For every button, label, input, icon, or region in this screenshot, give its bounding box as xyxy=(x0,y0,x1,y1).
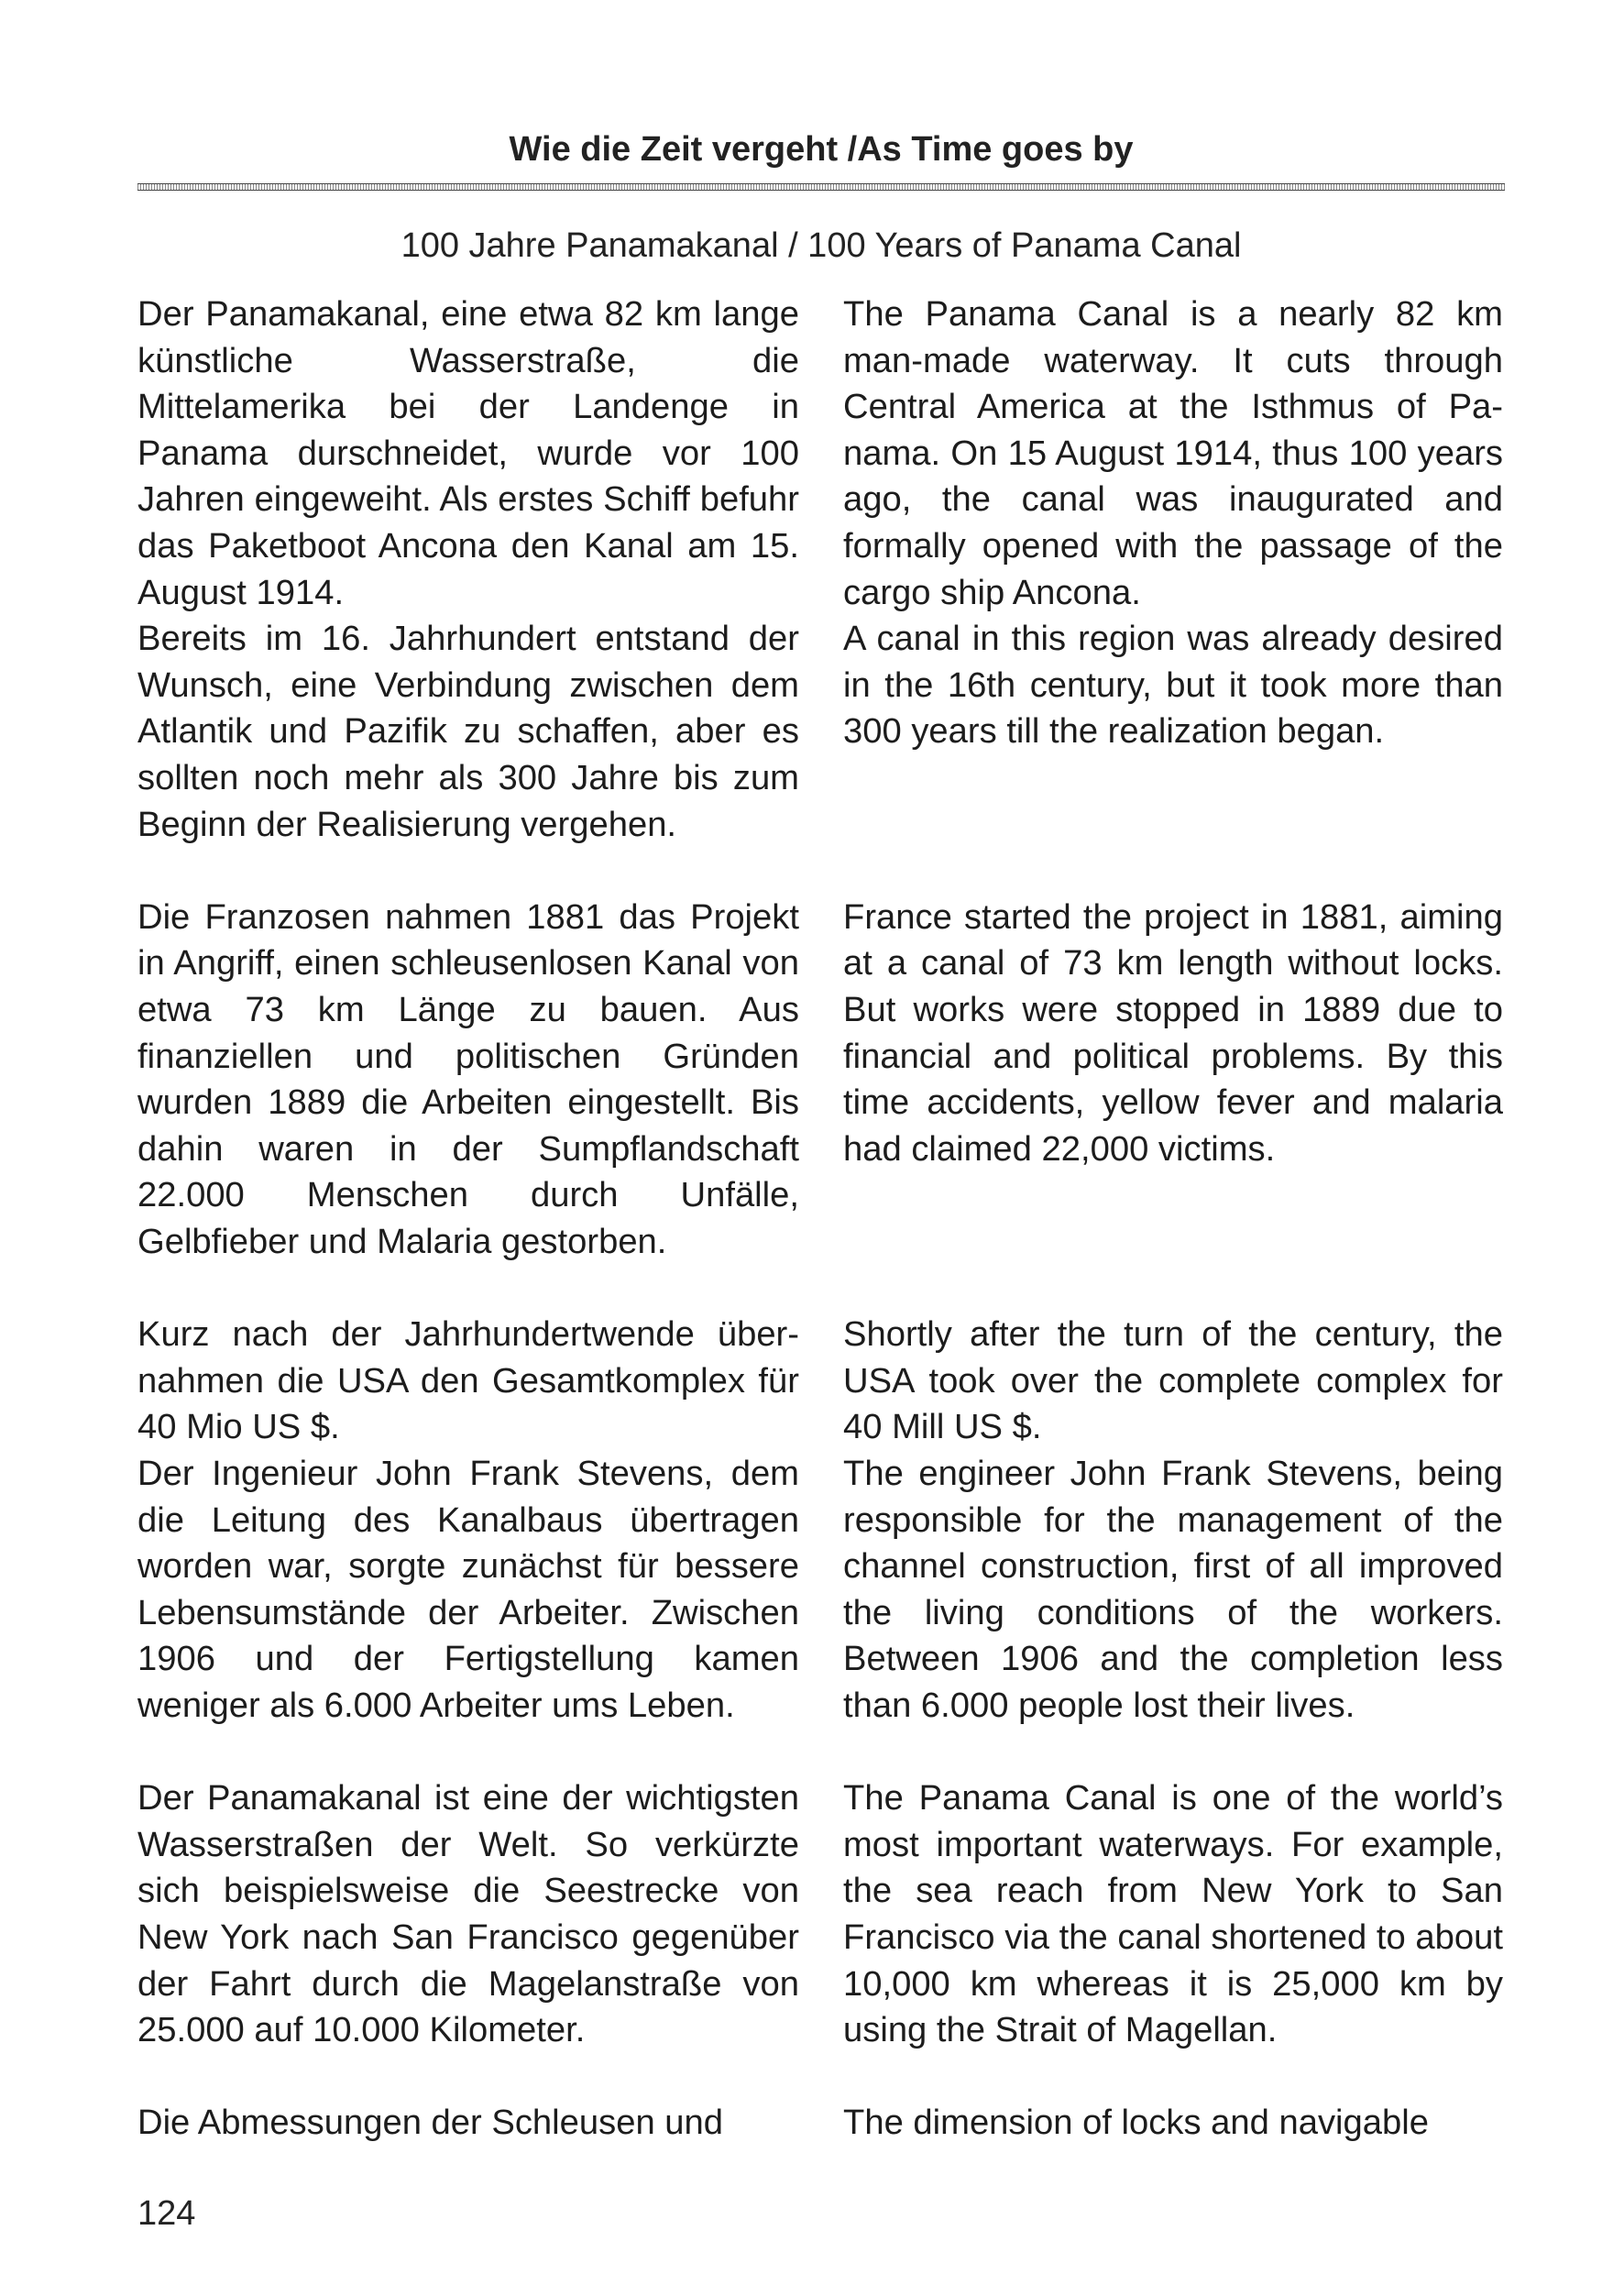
german-paragraph: Der Panamakanal, eine etwa 82 km lange künstliche Wasserstraße, die Mittelamerika bei der Landenge in Panama durschneidet, wurde vor 100 Jahren eingeweiht. Als erstes Schiff befuhr das Paketboot Ancona den Kanal am 15. August 1914. xyxy=(137,294,799,612)
english-paragraph: Shortly after the turn of the century, the USA took over the complete complex for 40 Mill US $. xyxy=(843,1314,1503,1447)
german-paragraph: Die Abmessungen der Schleusen und xyxy=(137,2103,724,2143)
page-subtitle: 100 Jahre Panamakanal / 100 Years of Panama Canal xyxy=(401,226,1242,265)
english-paragraph: France started the project in 1881, aiming at a canal of 73 km length without locks. But works were stopped in 1889 due to financial and political problems. By this time accidents, yellow fever and malaria had claimed 22,000 victims. xyxy=(843,896,1503,1169)
german-paragraph: Der Panamakanal ist eine der wichtigsten Wasserstraßen der Welt. So verkürzte sich beispielsweise die Seestrecke von New York nach San Francisco gegenüber der Fahrt durch die Magelanstraße von 25.000 auf 10.000 Kilometer. xyxy=(137,1778,799,2050)
page-number: 124 xyxy=(137,2194,196,2233)
english-paragraph: The dimension of locks and navigable xyxy=(843,2103,1429,2143)
german-paragraph: Kurz nach der Jahrhundertwende übernahmen die USA den Gesamtkomplex für 40 Mio US $. xyxy=(137,1314,799,1447)
german-paragraph: Die Franzosen nahmen 1881 das Projekt in Angriff, einen schleusenlosen Kanal von etwa 73 km Länge zu bauen. Aus finanziellen und politischen Gründen wurden 1889 die Arbeiten eingestellt. Bis dahin waren in der Sumpflandschaft 22.000 Menschen durch Unfälle, Gelbfieber und Malaria gestorben. xyxy=(137,896,799,1261)
heading-rule xyxy=(137,183,1505,191)
english-paragraph: The Panama Canal is one of the world’s most important waterways. For example, the sea reach from New York to San Francisco via the canal shortened to about 10,000 km whereas it is 25,000 km by using the Strait of Magellan. xyxy=(843,1778,1503,2050)
german-column xyxy=(137,291,799,2147)
english-paragraph: The engineer John Frank Stevens, being responsible for the management of the channel construction, first of all improved the living conditions of the workers. Between 1906 and the completion less than 6.000 people lost their lives. xyxy=(843,1453,1503,1725)
german-paragraph: Bereits im 16. Jahrhundert entstand der Wunsch, eine Verbindung zwischen dem Atlantik und Pazifik zu schaffen, aber es sollten noch mehr als 300 Jahre bis zum Beginn der Realisierung vergehen. xyxy=(137,619,799,844)
page-heading: Wie die Zeit vergeht /As Time goes by xyxy=(509,130,1134,169)
english-paragraph: The Panama Canal is a nearly 82 km man-made waterway. It cuts through Central America at the Isthmus of Panama. On 15 August 1914, thus 100 years ago, the canal was inaugurated and formally opened with the passage of the cargo ship Ancona. xyxy=(843,294,1503,612)
german-paragraph: Der Ingenieur John Frank Stevens, dem die Leitung des Kanalbaus übertragen worden war, sorgte zunächst für bessere Lebensumstände der Arbeiter. Zwischen 1906 und der Fertigstellung kamen weniger als 6.000 Arbeiter ums Leben. xyxy=(137,1453,799,1725)
english-paragraph: A canal in this region was already desired in the 16th century, but it took more than 300 years till the realization began. xyxy=(843,619,1503,752)
english-column xyxy=(843,291,1503,2147)
